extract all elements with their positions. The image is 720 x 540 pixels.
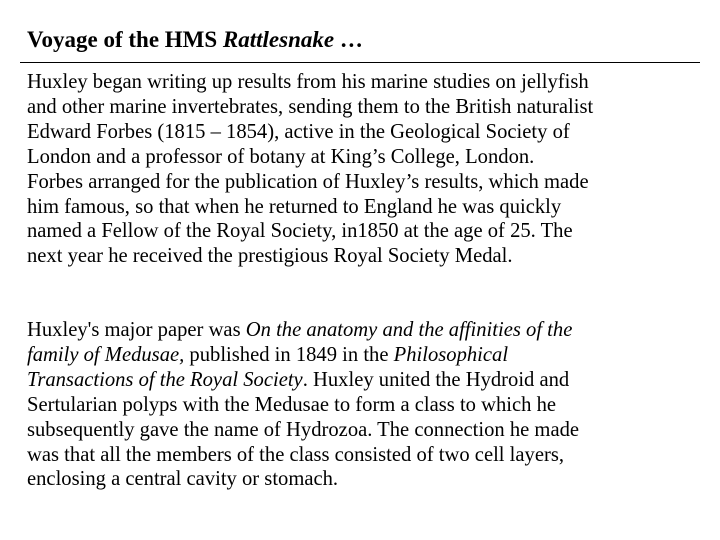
text-line — [27, 343, 707, 368]
title-divider — [20, 62, 700, 63]
title-ship-name: Rattlesnake — [222, 27, 335, 52]
text-run: Huxley's major paper was — [27, 319, 246, 341]
text-line: Edward Forbes (1815 – 1854), active in the Geological Society of — [27, 120, 570, 143]
text-line: him famous, so that when he returned to England he was quickly — [27, 195, 562, 218]
text-line: subsequently gave the name of Hydrozoa. The connection he made — [27, 418, 580, 441]
text-line: and other marine invertebrates, sending them to the British naturalist — [27, 95, 594, 118]
paragraph-medusae — [27, 318, 707, 492]
journal-name-part-2: Transactions of the Royal Society — [27, 368, 303, 391]
text-run: . Huxley united the Hydroid and — [302, 368, 570, 391]
journal-name-part-1: Philosophical — [393, 343, 509, 366]
text-line: Sertularian polyps with the Medusae to form a class to which he — [27, 393, 557, 416]
text-line: named a Fellow of the Royal Society, in1850 at the age of 25. The — [27, 220, 573, 243]
paper-title-part-2: family of Medusae, — [27, 343, 185, 366]
text-line — [27, 318, 707, 343]
text-line: next year he received the prestigious Royal Society Medal. — [27, 245, 513, 268]
slide-title — [27, 25, 363, 55]
text-run: published in 1849 in the — [184, 343, 394, 366]
text-line: London and a professor of botany at King’s College, London. — [27, 145, 535, 168]
title-text: Voyage of the HMS — [27, 27, 223, 52]
text-line — [27, 368, 707, 393]
text-line: Huxley began writing up results from his marine studies on jellyfish — [27, 71, 589, 93]
text-line: enclosing a central cavity or stomach. — [27, 468, 339, 491]
paragraph-forbes — [27, 70, 707, 269]
text-line: was that all the members of the class consisted of two cell layers, — [27, 443, 564, 466]
title-ellipsis: … — [334, 27, 363, 52]
text-line: Forbes arranged for the publication of Huxley’s results, which made — [27, 170, 589, 193]
paper-title-part-1: On the anatomy and the affinities of the — [245, 319, 573, 341]
